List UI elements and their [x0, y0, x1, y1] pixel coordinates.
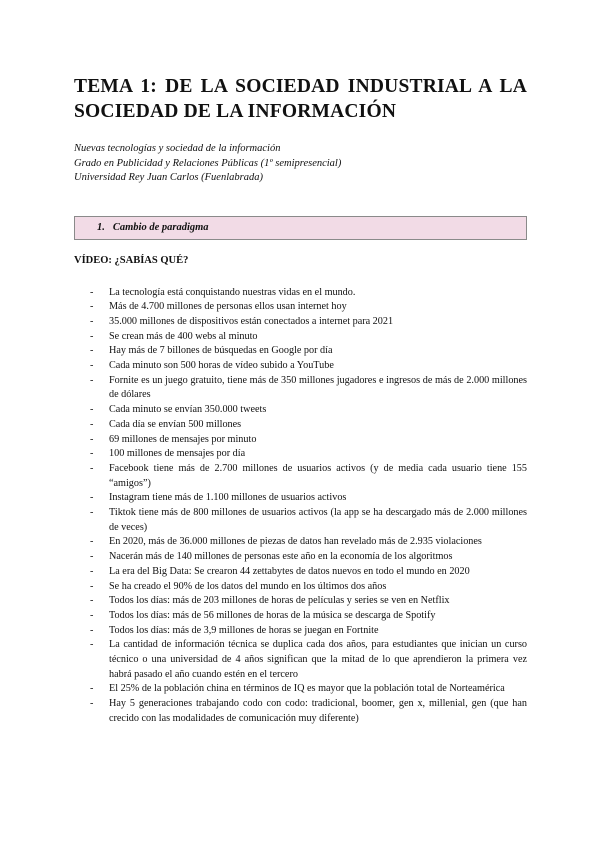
- bullet-dash: -: [90, 639, 94, 651]
- list-item: [74, 580, 527, 595]
- bullet-dash: -: [90, 330, 94, 342]
- list-item: [74, 594, 527, 609]
- course-university: Universidad Rey Juan Carlos (Fuenlabrada): [74, 172, 263, 183]
- list-item-text: 100 millones de mensajes por día: [109, 448, 246, 460]
- list-item-text: Todos los días: más de 3,9 millones de horas se juegan en Fortnite: [109, 624, 379, 636]
- bullet-dash: -: [90, 418, 94, 430]
- list-item: [74, 682, 527, 697]
- course-info: [74, 142, 527, 186]
- list-item: [74, 565, 527, 580]
- list-item-text: Hay 5 generaciones trabajando codo con codo: tradicional, boomer, gen x, millenial, gen (que han crecido con las modalidades de comunicación muy diferente): [109, 698, 527, 724]
- bullet-dash: -: [90, 315, 94, 327]
- list-item: [74, 491, 527, 506]
- bullet-dash: -: [90, 595, 94, 607]
- list-item: [74, 403, 527, 418]
- list-item: [74, 315, 527, 330]
- bullet-dash: -: [90, 360, 94, 372]
- facts-list: [74, 286, 527, 727]
- document-title-line-2: SOCIEDAD DE LA INFORMACIÓN: [74, 101, 397, 122]
- list-item: [74, 300, 527, 315]
- section-number: 1.: [97, 222, 105, 233]
- list-item-text: La cantidad de información técnica se duplica cada dos años, para estudiantes que inician un curso técnico o una universidad de 4 años significan que la mitad de lo que aprendieron la primera vez habrá pasado el año cuando estén en el tercero: [109, 639, 527, 680]
- bullet-dash: -: [90, 683, 94, 695]
- list-item-text: Se ha creado el 90% de los datos del mundo en los últimos dos años: [109, 580, 387, 592]
- list-item-text: En 2020, más de 36.000 millones de piezas de datos han revelado más de 2.935 violaciones: [109, 536, 482, 548]
- bullet-dash: -: [90, 624, 94, 636]
- document-title-line-1: TEMA 1: DE LA SOCIEDAD INDUSTRIAL A LA: [74, 76, 527, 97]
- list-item: [74, 609, 527, 624]
- list-item-text: Más de 4.700 millones de personas ellos usan internet hoy: [109, 301, 347, 313]
- bullet-dash: -: [90, 698, 94, 710]
- list-item-text: Instagram tiene más de 1.100 millones de usuarios activos: [109, 492, 347, 504]
- list-item-text: El 25% de la población china en términos de IQ es mayor que la población total de Norteamérica: [109, 683, 505, 695]
- list-item-text: Cada día se envían 500 millones: [109, 418, 242, 430]
- list-item: [74, 374, 527, 403]
- list-item: [74, 418, 527, 433]
- list-item-text: Nacerán más de 140 millones de personas este año en la economía de los algoritmos: [109, 551, 453, 563]
- bullet-dash: -: [90, 374, 94, 386]
- bullet-dash: -: [90, 433, 94, 445]
- list-item: [74, 462, 527, 491]
- bullet-dash: -: [90, 345, 94, 357]
- course-degree: Grado en Publicidad y Relaciones Públicas (1º semipresencial): [74, 157, 342, 169]
- list-item-text: Facebook tiene más de 2.700 millones de usuarios activos (y de media cada usuario tiene 155 “amigos”): [109, 462, 527, 489]
- bullet-dash: -: [90, 404, 94, 416]
- list-item-text: Todos los días: más de 203 millones de horas de películas y series se ven en Netflix: [109, 595, 450, 607]
- list-item-text: Tiktok tiene más de 800 millones de usuarios activos (la app se ha descargado más de 2.000 millones de veces): [109, 507, 527, 533]
- list-item-text: Se crean más de 400 webs al minuto: [109, 330, 258, 342]
- video-heading: VÍDEO: ¿SABÍAS QUÉ?: [74, 254, 189, 266]
- list-item-text: Cada minuto se envían 350.000 tweets: [109, 404, 267, 416]
- course-subject: Nuevas tecnologías y sociedad de la información: [74, 143, 281, 154]
- list-item-text: La tecnología está conquistando nuestras vidas en el mundo.: [109, 286, 356, 298]
- bullet-dash: -: [90, 536, 94, 548]
- document-page: [74, 74, 527, 727]
- bullet-dash: -: [90, 492, 94, 504]
- bullet-dash: -: [90, 609, 94, 621]
- list-item: [74, 535, 527, 550]
- list-item: [74, 447, 527, 462]
- list-item-text: Hay más de 7 billones de búsquedas en Google por día: [109, 345, 333, 357]
- bullet-dash: -: [90, 580, 94, 592]
- list-item-text: Fornite es un juego gratuito, tiene más de 350 millones jugadores e ingresos de más de 2.000 millones de dólares: [109, 374, 527, 401]
- section-title: Cambio de paradigma: [112, 222, 209, 233]
- bullet-dash: -: [90, 286, 94, 298]
- section-header: [74, 216, 527, 240]
- bullet-dash: -: [90, 565, 94, 577]
- list-item: [74, 330, 527, 345]
- list-item-text: 69 millones de mensajes por minuto: [109, 433, 257, 445]
- list-item-text: Cada minuto son 500 horas de vídeo subido a YouTube: [109, 360, 334, 372]
- list-item-text: Todos los días: más de 56 millones de horas de la música se descarga de Spotify: [109, 609, 436, 621]
- bullet-dash: -: [90, 448, 94, 460]
- list-item: [74, 359, 527, 374]
- list-item: [74, 697, 527, 726]
- list-item: [74, 550, 527, 565]
- list-item: [74, 286, 527, 301]
- list-item: [74, 433, 527, 448]
- list-item: [74, 344, 527, 359]
- list-item-text: La era del Big Data: Se crearon 44 zettabytes de datos nuevos en todo el mundo en 2020: [109, 565, 470, 577]
- document-title: [74, 74, 527, 124]
- bullet-dash: -: [90, 507, 94, 519]
- list-item: [74, 624, 527, 639]
- bullet-dash: -: [90, 462, 94, 474]
- list-item: [74, 506, 527, 535]
- bullet-dash: -: [90, 301, 94, 313]
- bullet-dash: -: [90, 551, 94, 563]
- list-item: [74, 638, 527, 682]
- list-item-text: 35.000 millones de dispositivos están conectados a internet para 2021: [109, 315, 394, 327]
